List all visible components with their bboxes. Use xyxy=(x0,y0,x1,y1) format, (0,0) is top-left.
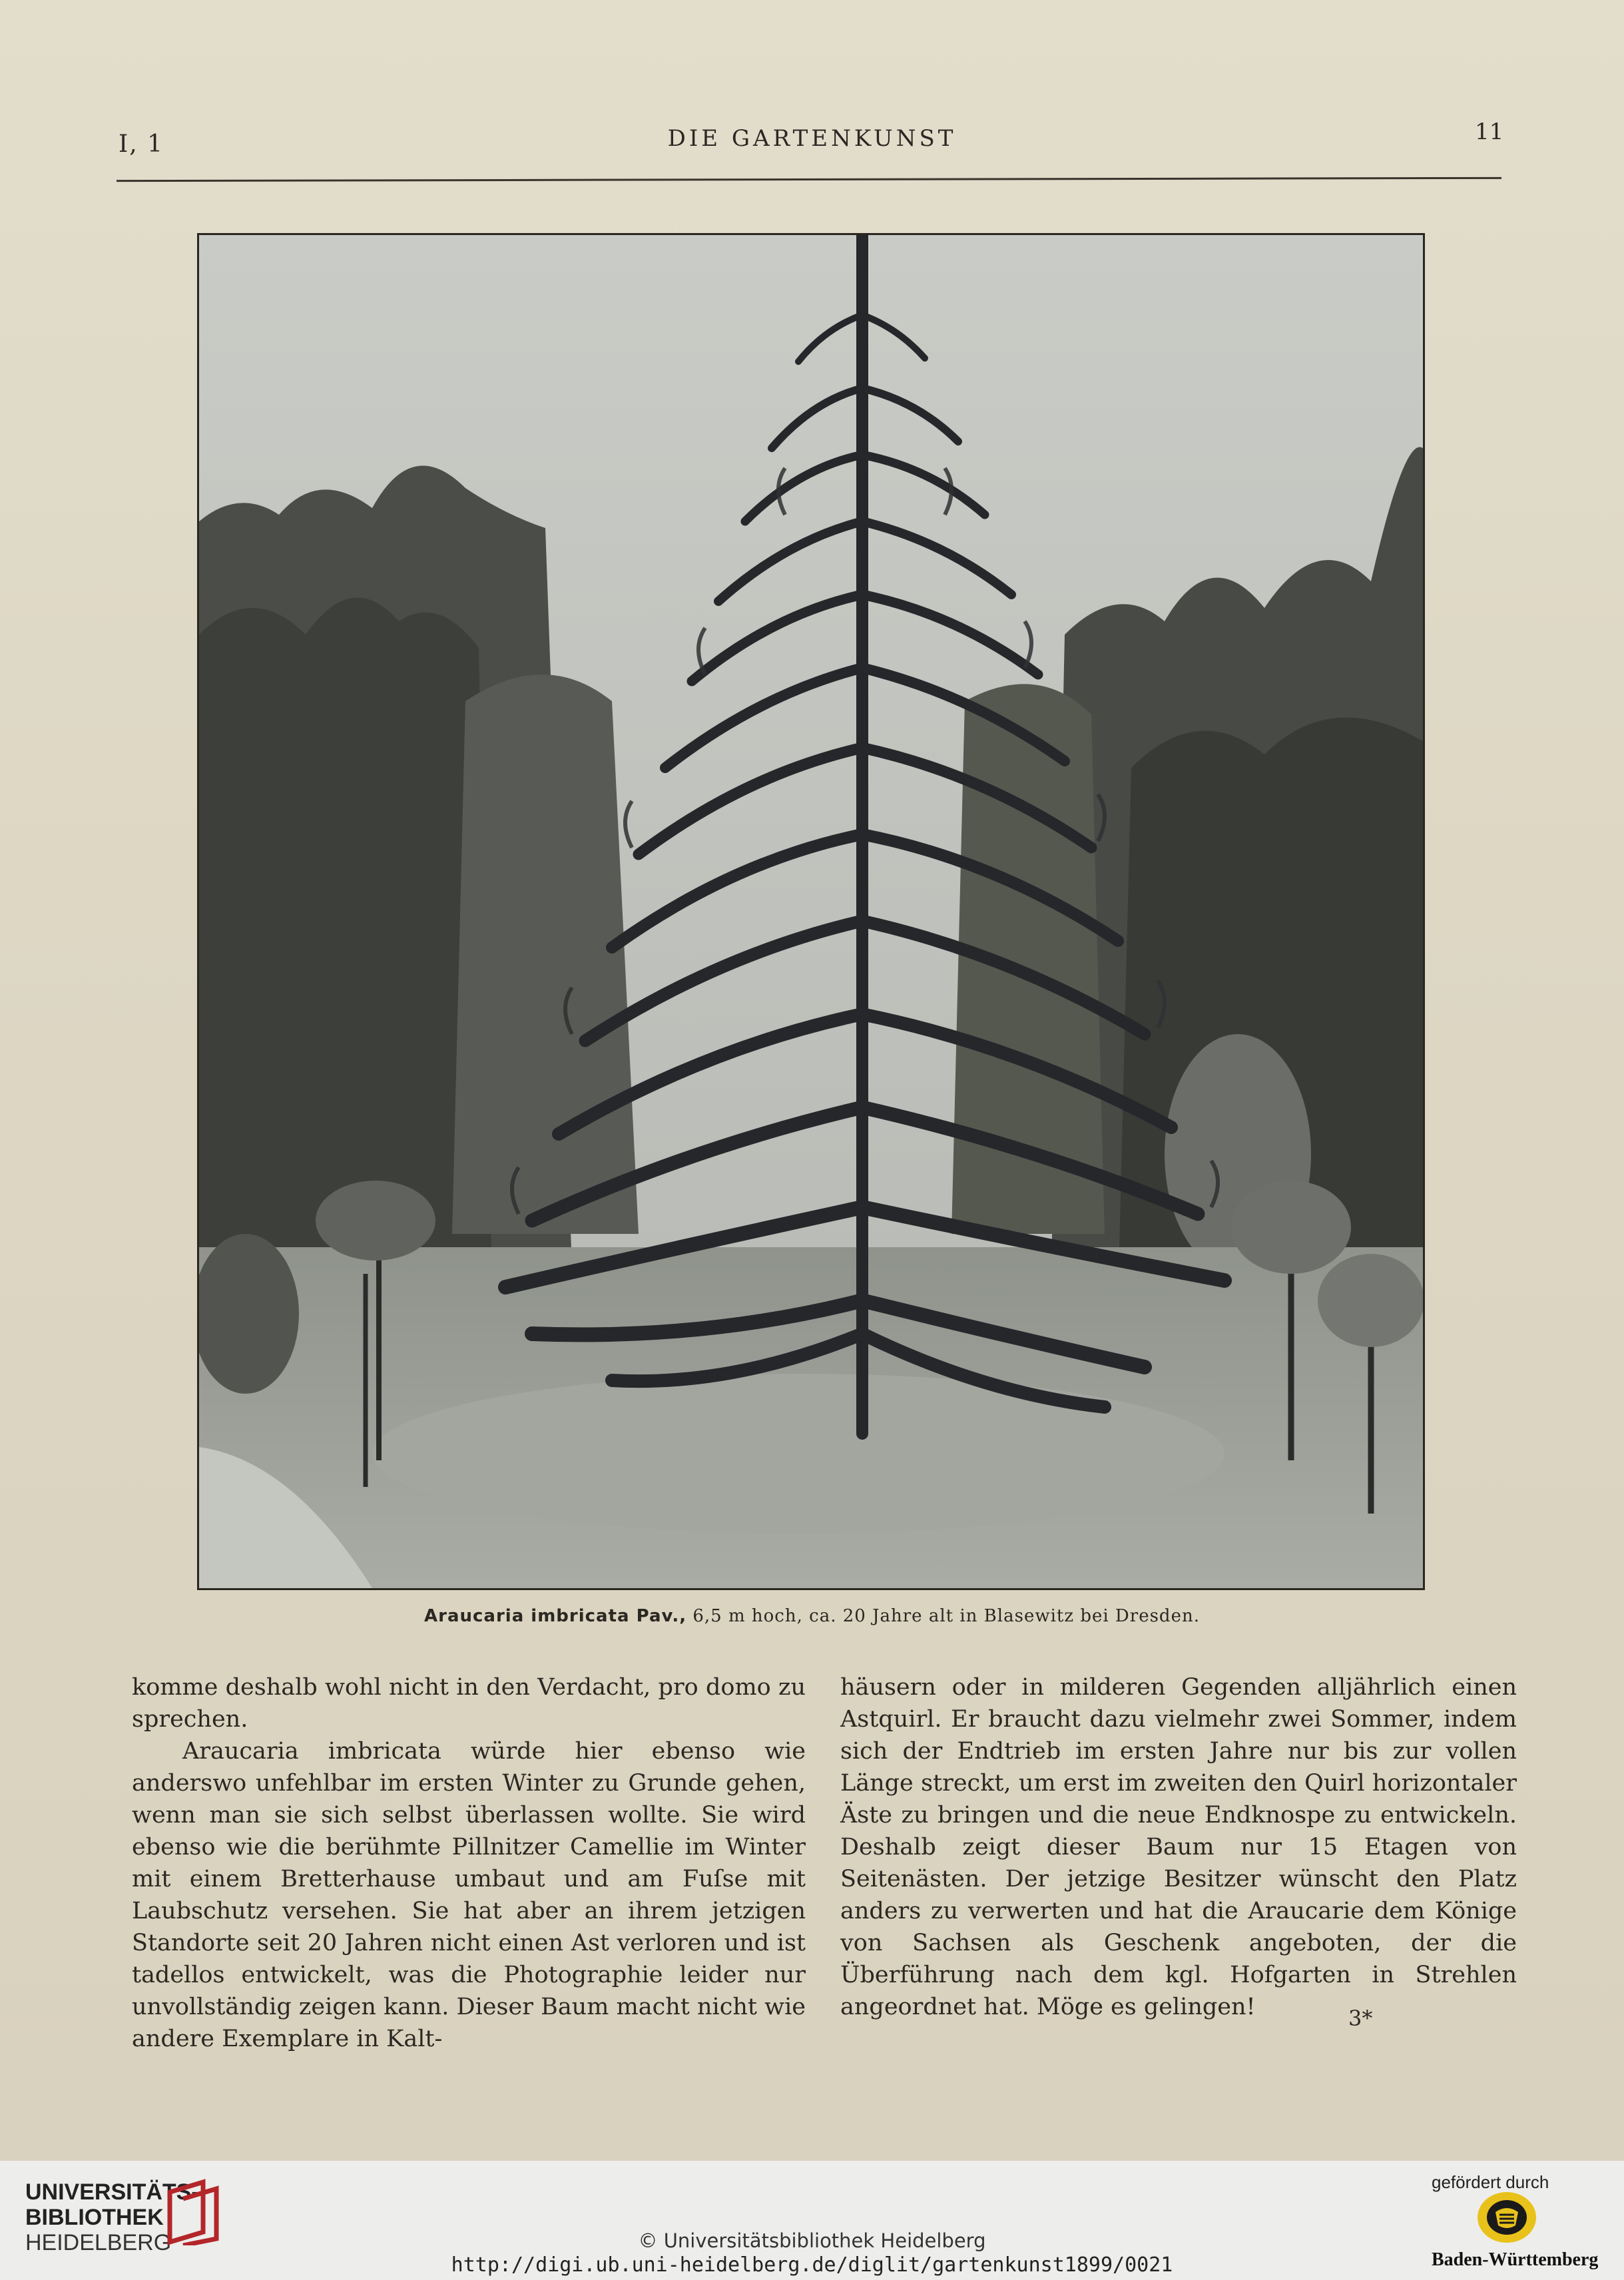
caption-species: Araucaria imbricata Pav., xyxy=(424,1606,687,1626)
caption-details: 6,5 m hoch, ca. 20 Jahre alt in Blasewitz bei Dresden. xyxy=(686,1606,1200,1626)
permalink[interactable]: http://digi.ub.uni-heidelberg.de/diglit/gartenkunst1899/0021 xyxy=(451,2253,1173,2277)
paragraph: Araucaria imbricata würde hier ebenso wie anderswo unfehlbar im ersten Winter zu Grunde gehen, wenn man sie sich selbst überlassen wollte. Sie wird ebenso wie die berühmte Pillnitzer Camellie im Winter mit einem Bretterhause umbaut und am Fuſse mit Laubschutz versehen. Sie hat aber an ihrem jetzigen Standorte seit 20 Jahren nicht einen Ast verloren und ist tadellos entwickelt, was die Photographie leider nur unvollständig zeigen kann. Dieser Baum macht nicht wie andere Exemplare in Kalt- xyxy=(132,1738,806,2052)
paragraph: häusern oder in milderen Gegenden alljährlich einen Astquirl. Er braucht dazu vielmehr zwei Sommer, indem sich der Endtrieb im ersten Jahre nur bis zur vollen Länge streckt, um erst im zweiten den Quirl horizontaler Äste zu bringen und die neue Endknospe zu entwickeln. Deshalb zeigt dieser Baum nur 15 Etagen von Seitenästen. Der jetzige Besitzer wünscht den Platz anders zu verwerten und hat die Araucarie dem Könige von Sachsen als Geschenk angeboten, der die Überführung nach dem kgl. Hofgarten in Strehlen angeordnet hat. Möge es gelingen! xyxy=(840,1674,1517,2020)
araucaria-photograph xyxy=(197,233,1425,1590)
header-rule xyxy=(117,177,1501,182)
baden-wuerttemberg-seal-icon xyxy=(1477,2191,1537,2244)
section-number: I, 1 xyxy=(119,131,164,158)
figure-caption xyxy=(0,1606,1624,1626)
paragraph: komme deshalb wohl nicht in den Verdacht, pro domo zu sprechen. xyxy=(132,1674,806,1733)
running-title: DIE GARTENKUNST xyxy=(667,125,957,152)
state-label: Baden-Württemberg xyxy=(1432,2249,1599,2270)
text-column-left xyxy=(132,1671,806,2055)
page-number: 11 xyxy=(1475,119,1504,145)
copyright-notice: © Universitätsbibliothek Heidelberg xyxy=(638,2229,986,2252)
text-column-right xyxy=(840,1671,1517,2023)
library-name-line: HEIDELBERG xyxy=(25,2230,172,2255)
photo-illustration xyxy=(199,235,1423,1588)
signature-mark: 3* xyxy=(1348,2006,1373,2031)
funded-by-label: gefördert durch xyxy=(1432,2172,1549,2192)
library-name-line: BIBLIOTHEK xyxy=(25,2205,164,2230)
library-name-line: UNIVERSITÄTS- xyxy=(25,2179,199,2205)
